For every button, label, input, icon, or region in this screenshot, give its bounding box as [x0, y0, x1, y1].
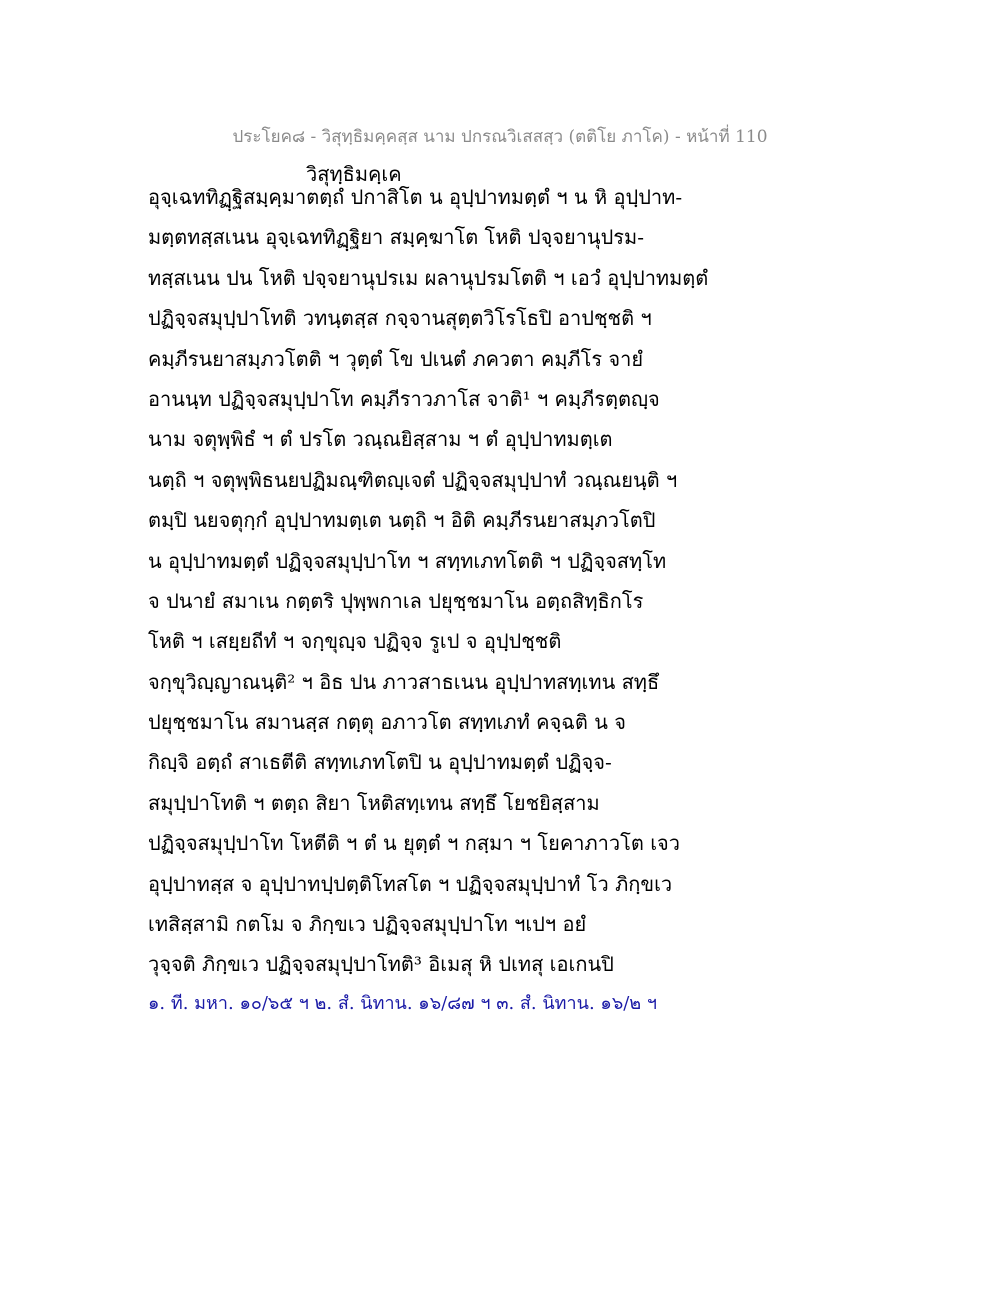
text-line: จ ปนายํ สมาเน กตฺตริ ปุพฺพกาเล ปยุชฺชมาโน อตฺถสิทฺธิกโร [148, 588, 644, 613]
text-line: คมฺภีรนยาสมฺภวโตติ ฯ วุตฺตํ โข ปเนตํ ภควตา คมฺภีโร จายํ [148, 346, 644, 371]
body-text [148, 177, 868, 985]
text-line: ปฏิจฺจสมุปฺปาโทติ วทนฺตสฺส กจฺจานสุตฺตวิโรโธปิ อาปชฺชติ ฯ [148, 306, 652, 331]
text-line: ปฏิจฺจสมุปฺปาโท โหตีติ ฯ ตํ น ยุตฺตํ ฯ กสฺมา ฯ โยคาภาวโต เจว [148, 831, 680, 856]
text-line: เทสิสฺสามิ กตโม จ ภิกฺขเว ปฏิจฺจสมุปฺปาโท ฯเปฯ อยํ [148, 912, 587, 937]
section-title: วิสุทฺธิมคฺเค [306, 162, 402, 186]
text-line: โหติ ฯ เสยฺยถีทํ ฯ จกฺขุญฺจ ปฏิจฺจ รูเป จ อุปฺปชฺชติ [148, 629, 562, 654]
text-line: สมุปฺปาโทติ ฯ ตตฺถ สิยา โหติสทฺเทน สทฺธึ โยชยิสฺสาม [148, 790, 600, 815]
text-line: อุจฺเฉททิฏฺฐิสมฺคฺมาตตฺถํ ปกาสิโต น อุปฺปาทมตฺตํ ฯ น หิ อุปฺปาท- [148, 185, 683, 209]
text-line: จกฺขุวิญฺญาณนฺติ² ฯ อิธ ปน ภาวสาธเนน อุปฺปาทสทฺเทน สทฺธึ [148, 669, 660, 694]
text-line: ทสฺสเนน ปน โหติ ปจฺจยานุปรเม ผลานุปรมโตติ ฯ เอวํ อุปฺปาทมตฺตํ [148, 265, 709, 290]
page-header [0, 124, 1000, 150]
text-line: อุปฺปาทสฺส จ อุปฺปาทปฺปตฺติโทสโต ฯ ปฏิจฺจสมุปฺปาทํ โว ภิกฺขเว [148, 871, 673, 896]
text-line: นาม จตุพฺพิธํ ฯ ตํ ปรโต วณฺณยิสฺสาม ฯ ตํ อุปฺปาทมตฺเต [148, 427, 613, 452]
text-line: กิญฺจิ อตฺถํ สาเธตีติ สทฺทเภทโตปิ น อุปฺปาทมตฺตํ ปฏิจฺจ- [148, 750, 612, 775]
footnote: ๑. ที. มหา. ๑๐/๖๕ ฯ ๒. สํ. นิทาน. ๑๖/๘๗ ฯ ๓. สํ. นิทาน. ๑๖/๒ ฯ [148, 993, 658, 1014]
text-line: วุจฺจติ ภิกฺขเว ปฏิจฺจสมุปฺปาโทติ³ อิเมสุ หิ ปเทสุ เอเกนปิ [148, 952, 614, 977]
text-line: นตฺถิ ฯ จตุพฺพิธนยปฏิมณฺฑิตญฺเจตํ ปฏิจฺจสมุปฺปาทํ วณฺณยนฺติ ฯ [148, 467, 678, 492]
text-line: น อุปฺปาทมตฺตํ ปฏิจฺจสมุปฺปาโท ฯ สทฺทเภทโตติ ฯ ปฏิจฺจสทฺโท [148, 548, 667, 573]
text-line: ปยุชฺชมาโน สมานสฺส กตฺตุ อภาวโต สทฺทเภทํ คจฺฉติ น จ [148, 710, 626, 735]
text-line: ตมฺปิ นยจตุกฺกํ อุปฺปาทมตฺเต นตฺถิ ฯ อิติ คมฺภีรนยาสมฺภวโตปิ [148, 508, 656, 533]
text-line: มตฺตทสฺสเนน อุจฺเฉททิฏฺฐิยา สมฺคฺฆาโต โหติ ปจฺจยานุปรม- [148, 225, 644, 250]
page-header-text: ประโยค๘ - วิสุทฺธิมคฺคสฺส นาม ปกรณวิเสสสฺว (ตติโย ภาโค) - หน้าที่ 110 [232, 127, 768, 147]
text-line: อานนฺท ปฏิจฺจสมุปฺปาโท คมฺภีราวภาโส จาติ¹ ฯ คมฺภีรตฺตญฺจ [148, 386, 660, 411]
